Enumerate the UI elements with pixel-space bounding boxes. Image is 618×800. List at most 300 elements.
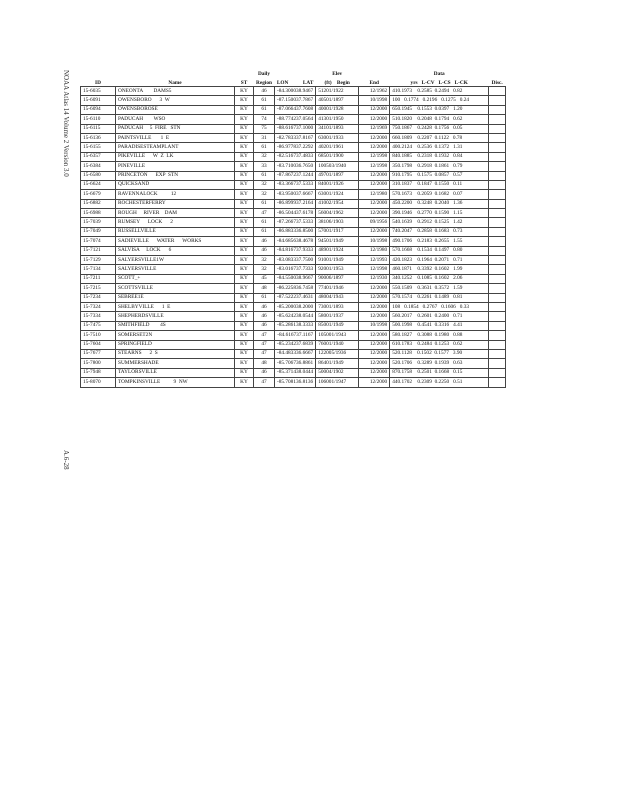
elev-begin: 77401/1946 (316, 284, 359, 293)
station-id: 15-7510 (81, 331, 116, 340)
data-stats: 550.1509 0.3631 0.3572 1.59 (390, 284, 489, 293)
end-date: 09/1956 (359, 218, 390, 227)
region: 46 (254, 302, 275, 311)
header-data: Data (433, 70, 445, 77)
table-header-top (81, 68, 506, 77)
state: KY (235, 180, 254, 189)
station-name: TAYLORSVILLE (116, 368, 235, 377)
state: KY (235, 87, 254, 96)
state: KY (235, 96, 254, 105)
elev-begin: 68501/1900 (316, 152, 359, 161)
discordancy (489, 265, 506, 274)
end-date: 12/1980 (359, 190, 390, 199)
station-name: OWENSBOROSE (116, 105, 235, 114)
state: KY (235, 274, 254, 283)
state: KY (235, 152, 254, 161)
data-stats: 100 0.1774 0.2196 0.1275 0.24 (390, 96, 489, 105)
data-stats: 520.1706 0.3289 0.1939 0.63 (390, 359, 489, 368)
station-name: SHELBYVILLE 1 E (116, 302, 235, 311)
station-name: PAINTSVILLE 1 E (116, 133, 235, 142)
end-date: 10/1998 (359, 237, 390, 246)
elev-begin: 91001/1949 (316, 256, 359, 265)
end-date: 12/2000 (359, 284, 390, 293)
state: KY (235, 378, 254, 387)
region: 46 (254, 368, 275, 377)
end-date: 12/2000 (359, 115, 390, 124)
station-name: ROCHESTERFERRY (116, 199, 235, 208)
station-id: 15-7074 (81, 237, 116, 246)
elev-begin: 50004/1902 (316, 368, 359, 377)
station-name: TOMPKINSVILLE 9 NW (116, 378, 235, 387)
data-stats: 500.1998 0.4541 0.3316 4.41 (390, 321, 489, 330)
table-row (81, 237, 506, 246)
end-date: 12/1980 (359, 246, 390, 255)
elev-begin: 63001/1924 (316, 190, 359, 199)
table-row (81, 302, 506, 311)
header-daily: Daily (257, 70, 271, 77)
station-name: PIKEVILLE W Z LK (116, 152, 235, 161)
data-stats: 910.1795 0.1575 0.0857 0.57 (390, 171, 489, 180)
station-id: 15-7121 (81, 246, 116, 255)
data-stats: 570.1673 0.2059 0.1682 0.07 (390, 190, 489, 199)
end-date: 12/2000 (359, 312, 390, 321)
state: KY (235, 246, 254, 255)
station-id: 15-6384 (81, 162, 116, 171)
elev-begin: 86401/1949 (316, 359, 359, 368)
table-row (81, 87, 506, 96)
table-row (81, 162, 506, 171)
table-header-columns (81, 77, 506, 87)
discordancy (489, 133, 506, 142)
region: 75 (254, 124, 275, 133)
table-row (81, 124, 506, 133)
end-date: 12/1993 (359, 256, 390, 265)
elev-begin: 48004/1943 (316, 293, 359, 302)
elev-begin: 84001/1926 (316, 180, 359, 189)
end-date: 12/2000 (359, 349, 390, 358)
lon-lat: -83.083337.7500 (275, 256, 316, 265)
region: 47 (254, 331, 275, 340)
elev-begin: 90006/1897 (316, 274, 359, 283)
lon-lat: -86.225836.7458 (275, 284, 316, 293)
region: 45 (254, 274, 275, 283)
discordancy (489, 284, 506, 293)
station-id: 15-6624 (81, 180, 116, 189)
data-stats: 520.1128 0.1502 0.1577 3.90 (390, 349, 489, 358)
station-name: RUSSELLVILLE (116, 227, 235, 236)
state: KY (235, 218, 254, 227)
station-name: SALYERSVILLE (116, 265, 235, 274)
discordancy (489, 340, 506, 349)
state: KY (235, 190, 254, 199)
elev-begin: 57001/1917 (316, 227, 359, 236)
station-id: 15-7215 (81, 284, 116, 293)
station-id: 15-7234 (81, 293, 116, 302)
region: 46 (254, 312, 275, 321)
discordancy (489, 218, 506, 227)
state: KY (235, 227, 254, 236)
state: KY (235, 284, 254, 293)
end-date: 12/2000 (359, 331, 390, 340)
data-stats: 540.1639 0.2912 0.1525 1.42 (390, 218, 489, 227)
discordancy (489, 359, 506, 368)
station-id: 15-7677 (81, 349, 116, 358)
lon-lat: -88.616737.1000 (275, 124, 316, 133)
end-date: 12/1998 (359, 162, 390, 171)
data-stats: 490.1706 0.2183 0.2655 1.55 (390, 237, 489, 246)
end-date: 12/2000 (359, 302, 390, 311)
state: KY (235, 302, 254, 311)
station-name: SCOTTSVILLE (116, 284, 235, 293)
col-elev-begin: (ft) Begin (316, 77, 359, 87)
end-date: 12/2000 (359, 133, 390, 142)
discordancy (489, 331, 506, 340)
table-row (81, 218, 506, 227)
header-elev: Elev (332, 70, 343, 77)
table-row (81, 340, 506, 349)
elev-begin: 73001/1893 (316, 302, 359, 311)
end-date: 12/2000 (359, 368, 390, 377)
table-row (81, 274, 506, 283)
lon-lat: -84.685638.4678 (275, 237, 316, 246)
station-name: PRINCETON EXP STN (116, 171, 235, 180)
data-stats: 460.1871 0.3392 0.1602 1.99 (390, 265, 489, 274)
station-id: 15-7948 (81, 368, 116, 377)
table-row (81, 180, 506, 189)
lon-lat: -83.366737.5333 (275, 180, 316, 189)
region: 46 (254, 321, 275, 330)
station-name: SOMERSET2N (116, 331, 235, 340)
col-disc: Disc. (489, 77, 506, 87)
state: KY (235, 199, 254, 208)
lon-lat: -85.234237.6839 (275, 340, 316, 349)
table-row (81, 171, 506, 180)
state: KY (235, 321, 254, 330)
station-id: 15-7134 (81, 265, 116, 274)
region: 46 (254, 237, 275, 246)
discordancy (489, 293, 506, 302)
lon-lat: -84.300038.9467 (275, 87, 316, 96)
elev-begin: 63001/1933 (316, 133, 359, 142)
discordancy (489, 312, 506, 321)
state: KY (235, 256, 254, 265)
elev-begin: 100503/1940 (316, 162, 359, 171)
station-name: SPRINGFIELD (116, 340, 235, 349)
station-id: 15-7324 (81, 302, 116, 311)
table-row (81, 312, 506, 321)
end-date: 12/2000 (359, 171, 390, 180)
elev-begin: 48901/1924 (316, 246, 359, 255)
state: KY (235, 312, 254, 321)
region: 48 (254, 359, 275, 368)
document-header-side: NOAA Atlas 14 Volume 2 Version 3.0 (62, 70, 70, 177)
data-stats: 450.2200 0.3248 0.2040 1.36 (390, 199, 489, 208)
end-date: 12/1998 (359, 265, 390, 274)
lon-lat: -85.708136.8136 (275, 378, 316, 387)
elev-begin: 41301/1950 (316, 115, 359, 124)
region: 32 (254, 180, 275, 189)
elev-begin: 56004/1962 (316, 209, 359, 218)
station-name: RAVENNALOCK 12 (116, 190, 235, 199)
data-stats: 570.1668 0.1534 0.1497 0.80 (390, 246, 489, 255)
table-row (81, 227, 506, 236)
page-number: A.6-28 (62, 450, 70, 470)
region: 33 (254, 162, 275, 171)
discordancy (489, 246, 506, 255)
discordancy (489, 199, 506, 208)
lon-lat: -83.016737.7333 (275, 265, 316, 274)
station-id: 15-7129 (81, 256, 116, 265)
end-date: 12/2000 (359, 359, 390, 368)
end-date: 12/2000 (359, 105, 390, 114)
station-id: 15-7334 (81, 312, 116, 321)
end-date: 12/1998 (359, 152, 390, 161)
state: KY (235, 209, 254, 218)
data-stats: 350.1798 0.2918 0.1861 0.79 (390, 162, 489, 171)
discordancy (489, 302, 506, 311)
col-st: ST (235, 77, 254, 87)
lon-lat: -85.624238.0544 (275, 312, 316, 321)
discordancy (489, 162, 506, 171)
data-stats: 870.1758 0.2501 0.1668 0.15 (390, 368, 489, 377)
state: KY (235, 331, 254, 340)
station-name: SCOTT_+ (116, 274, 235, 283)
state: KY (235, 349, 254, 358)
region: 47 (254, 378, 275, 387)
region: 74 (254, 115, 275, 124)
discordancy (489, 321, 506, 330)
station-name: PADUCAH 5 FIRE STN (116, 124, 235, 133)
data-stats: 570.1574 0.2261 0.1489 0.81 (390, 293, 489, 302)
table-row (81, 359, 506, 368)
data-stats: 420.1823 0.1964 0.2071 0.71 (390, 256, 489, 265)
discordancy (489, 256, 506, 265)
region: 61 (254, 199, 275, 208)
table-row (81, 265, 506, 274)
region: 31 (254, 133, 275, 142)
station-id: 15-7211 (81, 274, 116, 283)
lon-lat: -83.710036.7650 (275, 162, 316, 171)
region: 46 (254, 246, 275, 255)
lon-lat: -87.867237.1244 (275, 171, 316, 180)
elev-begin: 49701/1897 (316, 171, 359, 180)
station-id: 15-7475 (81, 321, 116, 330)
lon-lat: -84.550038.9667 (275, 274, 316, 283)
station-name: ROUGH RIVER DAM (116, 209, 235, 218)
region: 32 (254, 265, 275, 274)
data-stats: 400.2124 0.2536 0.1372 1.31 (390, 143, 489, 152)
station-id: 15-6110 (81, 115, 116, 124)
station-id: 15-6580 (81, 171, 116, 180)
elev-begin: 94501/1949 (316, 237, 359, 246)
table-row (81, 321, 506, 330)
data-stats: 610.1783 0.2484 0.1253 0.62 (390, 340, 489, 349)
station-id: 15-6115 (81, 124, 116, 133)
lon-lat: -84.483336.6667 (275, 349, 316, 358)
lon-lat: -86.504437.6178 (275, 209, 316, 218)
end-date: 12/2000 (359, 209, 390, 218)
elev-begin: 105001/1943 (316, 331, 359, 340)
lon-lat: -85.286138.3333 (275, 321, 316, 330)
table-row (81, 152, 506, 161)
station-name: ONEONTA DAMS5 (116, 87, 235, 96)
elev-begin: 40501/1897 (316, 96, 359, 105)
lon-lat: -86.899937.2164 (275, 199, 316, 208)
region: 32 (254, 256, 275, 265)
station-id: 15-7800 (81, 359, 116, 368)
end-date: 12/2000 (359, 227, 390, 236)
station-id: 15-6882 (81, 199, 116, 208)
table-row (81, 143, 506, 152)
elev-begin: 122005/1936 (316, 349, 359, 358)
end-date: 10/1998 (359, 96, 390, 105)
data-stats: 340.1252 0.1085 0.1602 2.06 (390, 274, 489, 283)
state: KY (235, 105, 254, 114)
lon-lat: -85.706736.8861 (275, 359, 316, 368)
table-row (81, 331, 506, 340)
data-stats: 750.1867 0.2428 0.1756 0.05 (390, 124, 489, 133)
col-name: Name (116, 77, 235, 87)
discordancy (489, 237, 506, 246)
lon-lat: -85.371438.0444 (275, 368, 316, 377)
station-name: STEARNS 2 S (116, 349, 235, 358)
state: KY (235, 265, 254, 274)
data-stats: 390.1946 0.2770 0.1590 1.15 (390, 209, 489, 218)
station-id: 15-6357 (81, 152, 116, 161)
end-date: 12/2000 (359, 180, 390, 189)
state: KY (235, 143, 254, 152)
station-id: 15-6679 (81, 190, 116, 199)
discordancy (489, 143, 506, 152)
lon-lat: -87.066437.7608 (275, 105, 316, 114)
table-row (81, 368, 506, 377)
col-id: ID (81, 77, 116, 87)
table-row (81, 293, 506, 302)
region: 61 (254, 227, 275, 236)
lon-lat: -82.783337.8167 (275, 133, 316, 142)
data-stats: 660.1809 0.2207 0.1122 0.78 (390, 133, 489, 142)
state: KY (235, 124, 254, 133)
station-name: SALYERSVILLE1W (116, 256, 235, 265)
lon-lat: -84.816737.9333 (275, 246, 316, 255)
table-row (81, 105, 506, 114)
elev-begin: 92001/1953 (316, 265, 359, 274)
region: 48 (254, 284, 275, 293)
data-stats: 440.1702 0.2309 0.2250 0.51 (390, 378, 489, 387)
lon-lat: -88.774237.0564 (275, 115, 316, 124)
table-row (81, 246, 506, 255)
discordancy (489, 87, 506, 96)
region: 61 (254, 171, 275, 180)
table-row (81, 378, 506, 387)
state: KY (235, 162, 254, 171)
data-stats: 510.1820 0.2048 0.1794 0.62 (390, 115, 489, 124)
elev-begin: 58001/1937 (316, 312, 359, 321)
station-id: 15-6155 (81, 143, 116, 152)
end-date: 12/2000 (359, 340, 390, 349)
state: KY (235, 359, 254, 368)
station-name: PARADISESTEAMPLANT (116, 143, 235, 152)
col-end: End (359, 77, 390, 87)
state: KY (235, 133, 254, 142)
data-stats: 108 0.1854 0.2767 0.1606 0.33 (390, 302, 489, 311)
end-date: 12/2000 (359, 378, 390, 387)
end-date: 12/2000 (359, 293, 390, 302)
state: KY (235, 293, 254, 302)
region: 47 (254, 340, 275, 349)
col-lon-lat: LON LAT (275, 77, 316, 87)
lon-lat: -87.150037.7867 (275, 96, 316, 105)
elev-begin: 51201/1922 (316, 87, 359, 96)
region: 61 (254, 143, 275, 152)
data-stats: 410.1973 0.2585 0.2494 0.82 (390, 87, 489, 96)
table-row (81, 96, 506, 105)
station-id: 15-6136 (81, 133, 116, 142)
station-name: SALVISA LOCK 6 (116, 246, 235, 255)
state: KY (235, 237, 254, 246)
elev-begin: 76001/1940 (316, 340, 359, 349)
station-id: 15-8070 (81, 378, 116, 387)
station-name: PADUCAH WSO (116, 115, 235, 124)
lon-lat: -85.200038.2000 (275, 302, 316, 311)
station-name: SEBREE1E (116, 293, 235, 302)
data-stats: 740.2047 0.2858 0.1683 0.73 (390, 227, 489, 236)
region: 32 (254, 152, 275, 161)
station-name: SUMMERSHADE (116, 359, 235, 368)
col-region: Region (254, 77, 275, 87)
station-id: 15-6035 (81, 87, 116, 96)
discordancy (489, 96, 506, 105)
elev-begin: 41002/1954 (316, 199, 359, 208)
station-name: RUMSEY LOCK 2 (116, 218, 235, 227)
station-name: SMITHFIELD 4S (116, 321, 235, 330)
discordancy (489, 209, 506, 218)
discordancy (489, 171, 506, 180)
data-stats: 650.1945 0.1553 0.0397 1.20 (390, 105, 489, 114)
discordancy (489, 105, 506, 114)
station-name: SHEPHERDSVILLE (116, 312, 235, 321)
station-name: QUICKSAND (116, 180, 235, 189)
station-id: 15-6094 (81, 105, 116, 114)
state: KY (235, 115, 254, 124)
station-id: 15-7604 (81, 340, 116, 349)
data-stats: 560.2017 0.2601 0.2400 0.71 (390, 312, 489, 321)
station-statistics-table (80, 68, 506, 388)
station-id: 15-7049 (81, 227, 116, 236)
state: KY (235, 340, 254, 349)
end-date: 12/1969 (359, 124, 390, 133)
lon-lat: -86.883336.8500 (275, 227, 316, 236)
region: 61 (254, 293, 275, 302)
end-date: 12/1930 (359, 274, 390, 283)
data-stats: 580.1827 0.3088 0.1980 0.88 (390, 331, 489, 340)
station-name: SADIEVILLE WATER WORKS (116, 237, 235, 246)
station-id: 15-6988 (81, 209, 116, 218)
discordancy (489, 152, 506, 161)
state: KY (235, 368, 254, 377)
discordancy (489, 378, 506, 387)
end-date: 12/2000 (359, 143, 390, 152)
discordancy (489, 124, 506, 133)
station-id: 15-6091 (81, 96, 116, 105)
table-row (81, 115, 506, 124)
station-name: OWENSBORO 3 W (116, 96, 235, 105)
elev-begin: 40201/1961 (316, 143, 359, 152)
lon-lat: -87.266737.5333 (275, 218, 316, 227)
discordancy (489, 227, 506, 236)
elev-begin: 85001/1949 (316, 321, 359, 330)
state: KY (235, 171, 254, 180)
